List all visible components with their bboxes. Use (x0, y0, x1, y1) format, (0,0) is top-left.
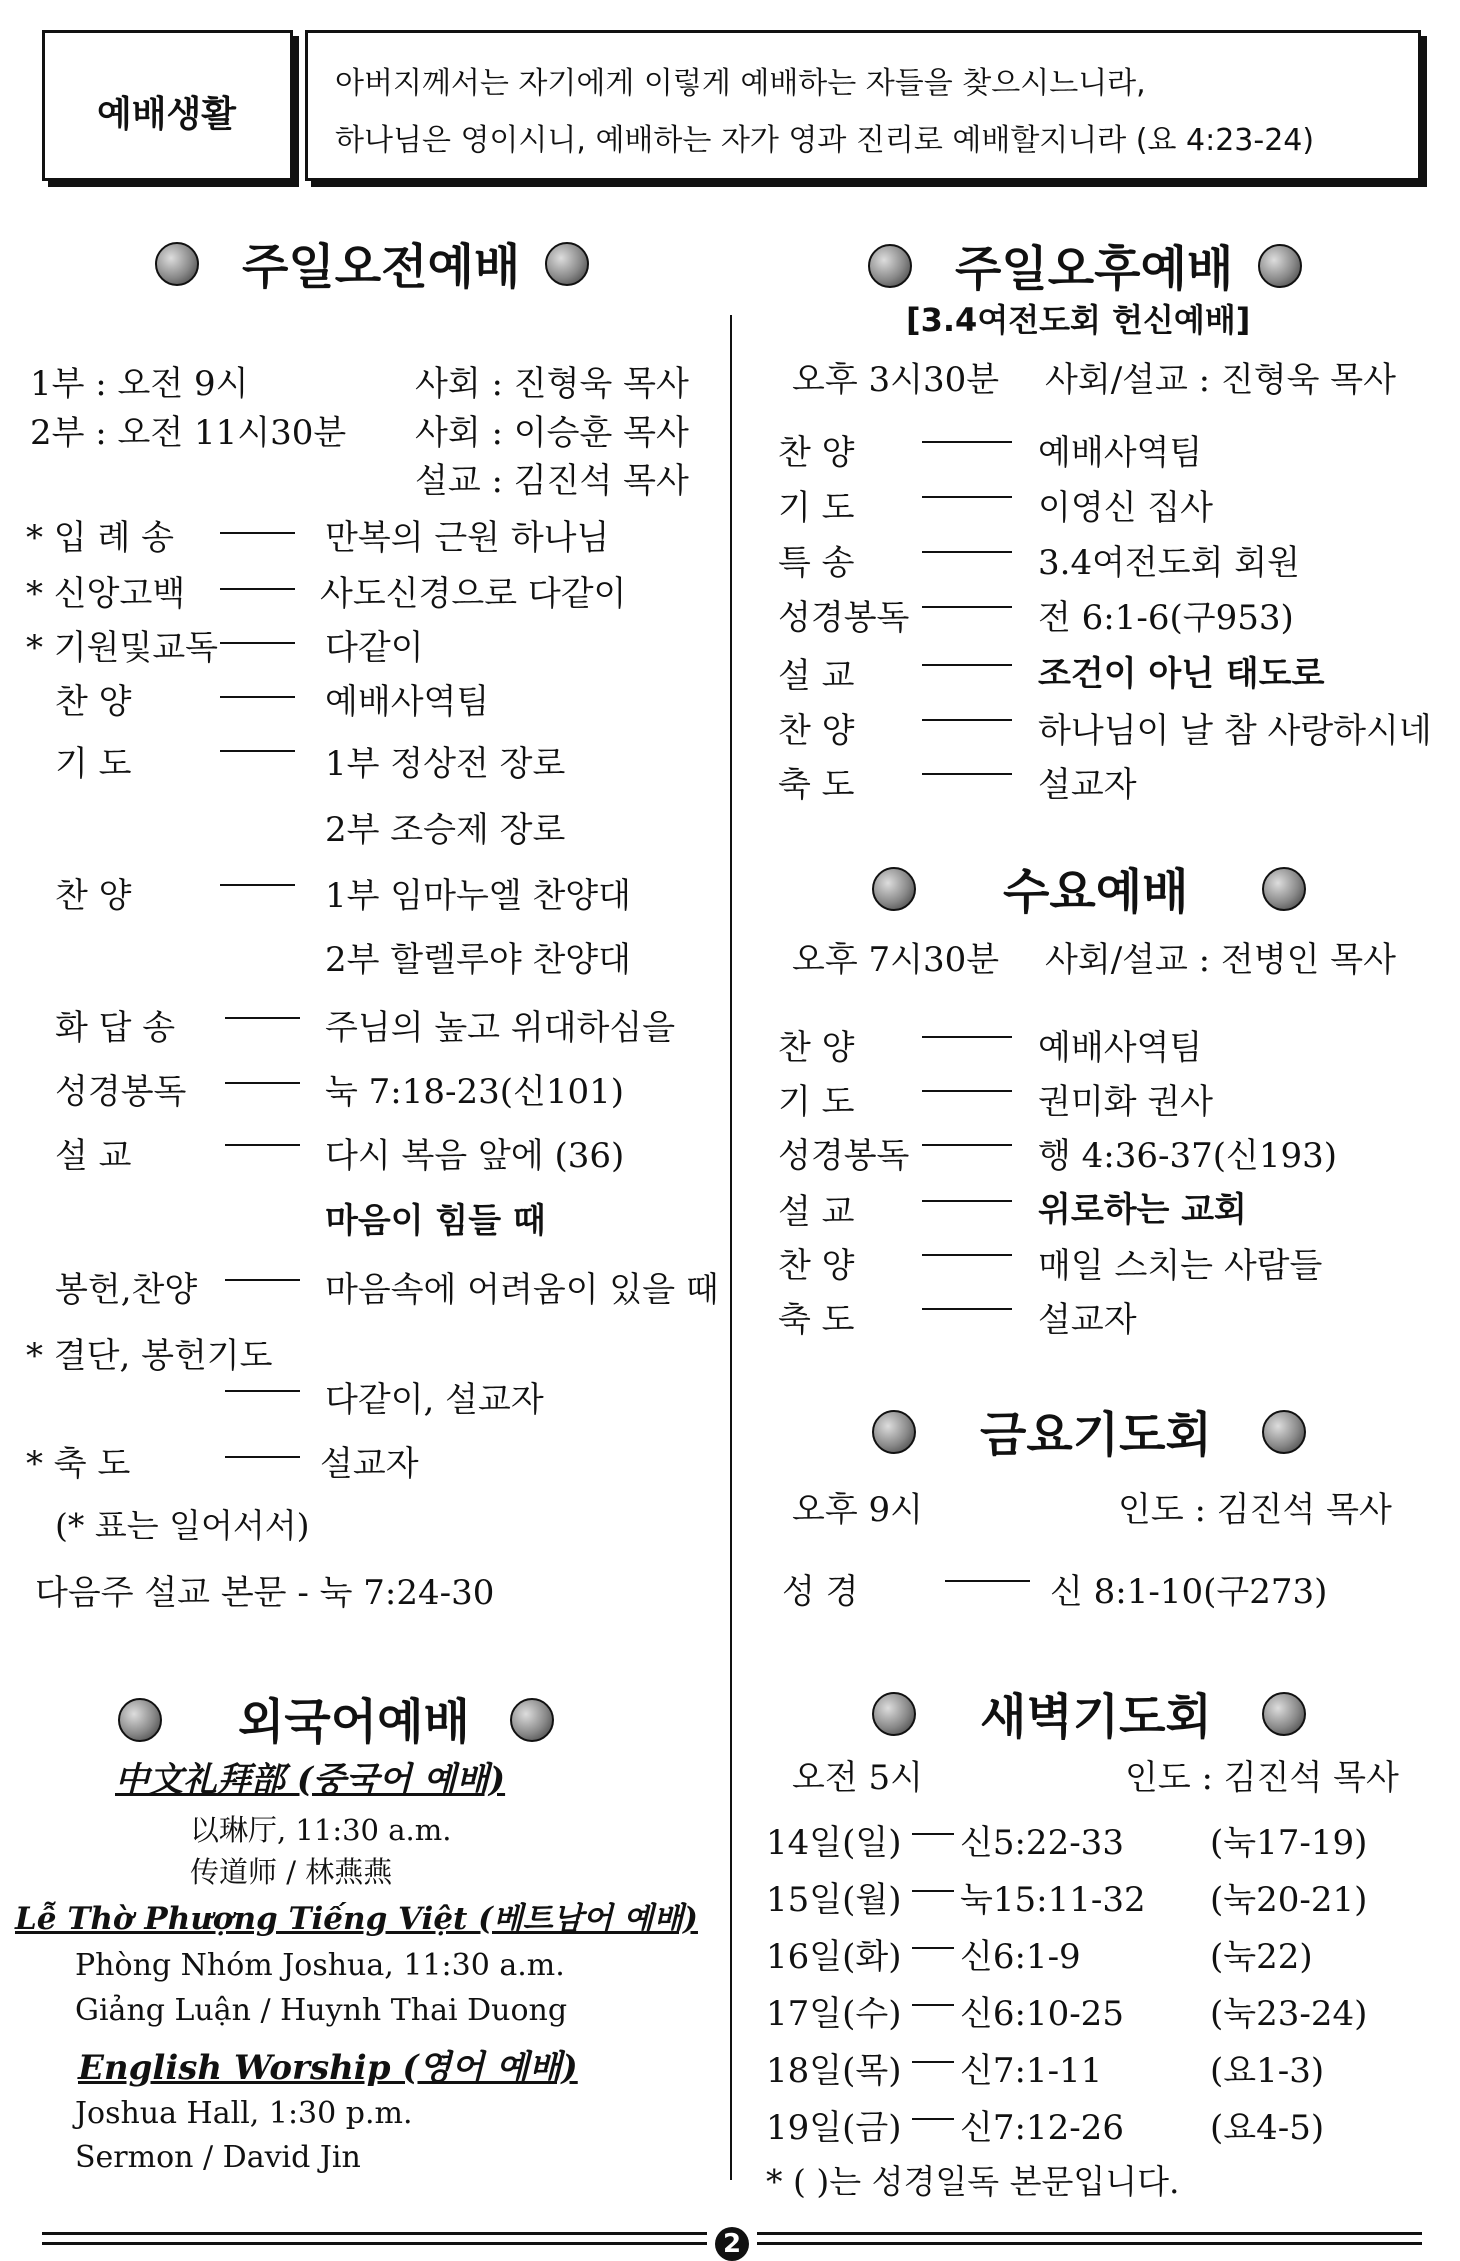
friday-leader: 인도 : 김진석 목사 (1118, 1490, 1392, 1530)
order-dash (922, 1090, 1012, 1092)
afternoon-order-value: 3.4여전도회 회원 (1038, 543, 1300, 583)
bullet-icon (872, 1410, 916, 1454)
order-dash (922, 1200, 1012, 1202)
wednesday-order-label: 축 도 (778, 1300, 855, 1340)
afternoon-order-value: 설교자 (1038, 765, 1137, 805)
english-worship-title: English Worship (영어 예배) (78, 2048, 578, 2088)
order-dash (945, 1580, 1030, 1582)
order-dash (220, 696, 295, 698)
dawn-time: 오전 5시 (792, 1758, 923, 1798)
order-value: 눅 7:18-23(신101) (325, 1072, 625, 1112)
order-dash (912, 2061, 954, 2063)
footer-rule (757, 2242, 1422, 2245)
bullet-icon (118, 1698, 162, 1742)
order-dash (922, 551, 1012, 553)
dawn-text: 신6:10-25 (960, 1994, 1124, 2034)
bullet-icon (545, 242, 589, 286)
order-value: 2부 조승제 장로 (325, 810, 566, 850)
dawn-ref: (요4-5) (1210, 2108, 1325, 2148)
order-label: 찬 양 (55, 876, 132, 916)
footer-rule (42, 2242, 707, 2245)
order-dash (220, 532, 295, 534)
chinese-worship-preacher: 传道师 / 林燕燕 (190, 1855, 393, 1889)
order-label: 성경봉독 (55, 1072, 187, 1112)
bullet-icon (1262, 1692, 1306, 1736)
order-dash (225, 1390, 300, 1392)
friday-time: 오후 9시 (792, 1490, 923, 1530)
order-value: 만복의 근원 하나님 (325, 518, 610, 558)
afternoon-order-value: 이영신 집사 (1038, 488, 1214, 528)
order-label: * 결단, 봉헌기도 (26, 1336, 273, 1376)
dawn-text: 눅15:11-32 (960, 1880, 1146, 1920)
footer-rule (42, 2232, 707, 2235)
dawn-note: * ( )는 성경일독 본문입니다. (766, 2162, 1180, 2201)
afternoon-order-value: 전 6:1-6(구953) (1038, 598, 1294, 638)
vietnamese-worship-location: Phòng Nhóm Joshua, 11:30 a.m. (75, 1948, 565, 1983)
order-dash (225, 1456, 300, 1458)
dawn-text: 신7:12-26 (960, 2108, 1124, 2148)
order-dash (922, 1144, 1012, 1146)
morning-session2-leader: 사회 : 이승훈 목사 (415, 413, 689, 453)
english-worship-preacher: Sermon / David Jin (75, 2140, 361, 2175)
dawn-day: 14일(일) (766, 1823, 902, 1863)
afternoon-sermon-title: 조건이 아닌 태도로 (1038, 654, 1325, 694)
order-value: 마음속에 어려움이 있을 때 (325, 1270, 719, 1310)
friday-title: 금요기도회 (980, 1407, 1212, 1463)
wednesday-order-value: 설교자 (1038, 1300, 1137, 1340)
dawn-day: 16일(화) (766, 1937, 902, 1977)
wednesday-sermon-title: 위로하는 교회 (1038, 1190, 1247, 1230)
afternoon-time: 오후 3시30분 (792, 360, 1000, 400)
order-dash (912, 1890, 954, 1892)
wednesday-order-value: 권미화 권사 (1038, 1082, 1214, 1122)
order-label: 찬 양 (55, 682, 132, 722)
morning-session1: 1부 : 오전 9시 (30, 364, 249, 404)
dawn-day: 18일(목) (766, 2051, 902, 2091)
order-dash (912, 1833, 954, 1835)
order-label: * 입 례 송 (26, 518, 174, 558)
friday-label: 성 경 (782, 1572, 859, 1612)
english-worship-location: Joshua Hall, 1:30 p.m. (75, 2096, 413, 2131)
vietnamese-worship-preacher: Giảng Luận / Huynh Thai Duong (75, 1993, 568, 2028)
friday-value: 신 8:1-10(구273) (1050, 1572, 1328, 1612)
morning-session2: 2부 : 오전 11시30분 (30, 413, 347, 453)
order-dash (225, 1017, 300, 1019)
order-dash (220, 750, 295, 752)
order-value: 예배사역팀 (325, 682, 490, 722)
order-value: 1부 임마누엘 찬양대 (325, 876, 631, 916)
afternoon-order-label: 특 송 (778, 543, 855, 583)
order-dash (912, 1947, 954, 1949)
bullet-icon (872, 1692, 916, 1736)
dawn-text: 신6:1-9 (960, 1937, 1081, 1977)
wednesday-order-label: 찬 양 (778, 1028, 855, 1068)
order-dash (922, 441, 1012, 443)
page-number: 2 (715, 2227, 749, 2261)
order-label: * 기원및교독 (26, 628, 219, 668)
order-value: 다시 복음 앞에 (36) (325, 1136, 625, 1176)
dawn-leader: 인도 : 김진석 목사 (1125, 1758, 1399, 1798)
wednesday-order-value: 행 4:36-37(신193) (1038, 1136, 1338, 1176)
vietnamese-worship-title: Lễ Thờ Phượng Tiếng Việt (베트남어 예배) (15, 1901, 698, 1937)
order-value: 설교자 (320, 1444, 419, 1484)
order-dash (922, 1036, 1012, 1038)
dawn-text: 신5:22-33 (960, 1823, 1124, 1863)
order-value: 2부 할렐루야 찬양대 (325, 940, 631, 980)
morning-session1-leader: 사회 : 진형욱 목사 (415, 364, 689, 404)
afternoon-subtitle: [3.4여전도회 헌신예배] (906, 301, 1251, 339)
order-dash (912, 2118, 954, 2120)
wednesday-order-value: 예배사역팀 (1038, 1028, 1203, 1068)
dawn-ref: (눅22) (1210, 1937, 1313, 1977)
order-dash (922, 606, 1012, 608)
dawn-day: 19일(금) (766, 2108, 902, 2148)
afternoon-order-value: 예배사역팀 (1038, 433, 1203, 473)
afternoon-order-value: 하나님이 날 참 사랑하시네 (1038, 711, 1432, 751)
order-label: * 축 도 (26, 1444, 131, 1484)
order-value: 다같이 (325, 628, 424, 668)
wednesday-order-label: 성경봉독 (778, 1136, 910, 1176)
order-dash (912, 2004, 954, 2006)
wednesday-leader: 사회/설교 : 전병인 목사 (1045, 940, 1396, 980)
order-label: 봉헌,찬양 (55, 1270, 198, 1310)
header-verse-line2: 하나님은 영이시니, 예배하는 자가 영과 진리로 예배할지니라 (요 4:23-24) (335, 123, 1315, 158)
order-value: 사도신경으로 다같이 (320, 574, 627, 614)
afternoon-order-label: 성경봉독 (778, 598, 910, 638)
wednesday-title: 수요예배 (1003, 864, 1189, 920)
order-dash (922, 496, 1012, 498)
afternoon-order-label: 찬 양 (778, 433, 855, 473)
foreign-title: 외국어예배 (238, 1694, 470, 1750)
footer-rule (757, 2232, 1422, 2235)
order-dash (922, 773, 1012, 775)
bullet-icon (868, 244, 912, 288)
afternoon-leader: 사회/설교 : 진형욱 목사 (1045, 360, 1396, 400)
order-dash (220, 642, 295, 644)
standing-note: (* 표는 일어서서) (55, 1506, 310, 1545)
afternoon-order-label: 찬 양 (778, 711, 855, 751)
order-value: 1부 정상전 장로 (325, 744, 566, 784)
header-label: 예배생활 (96, 94, 237, 135)
order-dash (220, 588, 295, 590)
afternoon-order-label: 설 교 (778, 656, 855, 696)
bullet-icon (1258, 244, 1302, 288)
column-divider (730, 315, 732, 2180)
order-dash (922, 1254, 1012, 1256)
dawn-day: 15일(월) (766, 1880, 902, 1920)
bullet-icon (1262, 1410, 1306, 1454)
afternoon-title: 주일오후예배 (955, 241, 1234, 297)
wednesday-order-label: 찬 양 (778, 1246, 855, 1286)
order-dash (225, 1082, 300, 1084)
bullet-icon (510, 1698, 554, 1742)
bullet-icon (872, 867, 916, 911)
order-dash (225, 1144, 300, 1146)
dawn-ref: (눅23-24) (1210, 1994, 1368, 2034)
afternoon-order-label: 기 도 (778, 488, 855, 528)
order-dash (220, 884, 295, 886)
chinese-worship-location: 以琳厅, 11:30 a.m. (190, 1813, 452, 1847)
sermon-title: 마음이 힘들 때 (325, 1201, 546, 1241)
order-dash (922, 719, 1012, 721)
order-dash (922, 1308, 1012, 1310)
afternoon-order-label: 축 도 (778, 765, 855, 805)
wednesday-order-label: 설 교 (778, 1192, 855, 1232)
chinese-worship-title: 中文礼拜部 (중국어 예배) (115, 1760, 506, 1800)
wednesday-order-label: 기 도 (778, 1082, 855, 1122)
dawn-title: 새벽기도회 (980, 1689, 1212, 1745)
dawn-ref: (눅17-19) (1210, 1823, 1368, 1863)
wednesday-time: 오후 7시30분 (792, 940, 1000, 980)
morning-title: 주일오전예배 (242, 239, 521, 295)
order-label: 설 교 (55, 1136, 132, 1176)
dawn-ref: (눅20-21) (1210, 1880, 1368, 1920)
order-label: 기 도 (55, 744, 132, 784)
morning-preacher: 설교 : 김진석 목사 (415, 461, 689, 501)
order-dash (225, 1279, 300, 1281)
bullet-icon (155, 242, 199, 286)
bullet-icon (1262, 867, 1306, 911)
order-label: * 신앙고백 (26, 574, 186, 614)
order-value: 주님의 높고 위대하심을 (325, 1008, 676, 1048)
dawn-ref: (요1-3) (1210, 2051, 1325, 2091)
dawn-text: 신7:1-11 (960, 2051, 1103, 2091)
order-value: 다같이, 설교자 (325, 1380, 544, 1420)
next-week-text: 다음주 설교 본문 - 눅 7:24-30 (35, 1573, 495, 1613)
order-dash (922, 664, 1012, 666)
header-verse-line1: 아버지께서는 자기에게 이렇게 예배하는 자들을 찾으시느니라, (335, 66, 1146, 101)
dawn-day: 17일(수) (766, 1994, 902, 2034)
order-label: 화 답 송 (55, 1008, 176, 1048)
wednesday-order-value: 매일 스치는 사람들 (1038, 1246, 1323, 1286)
